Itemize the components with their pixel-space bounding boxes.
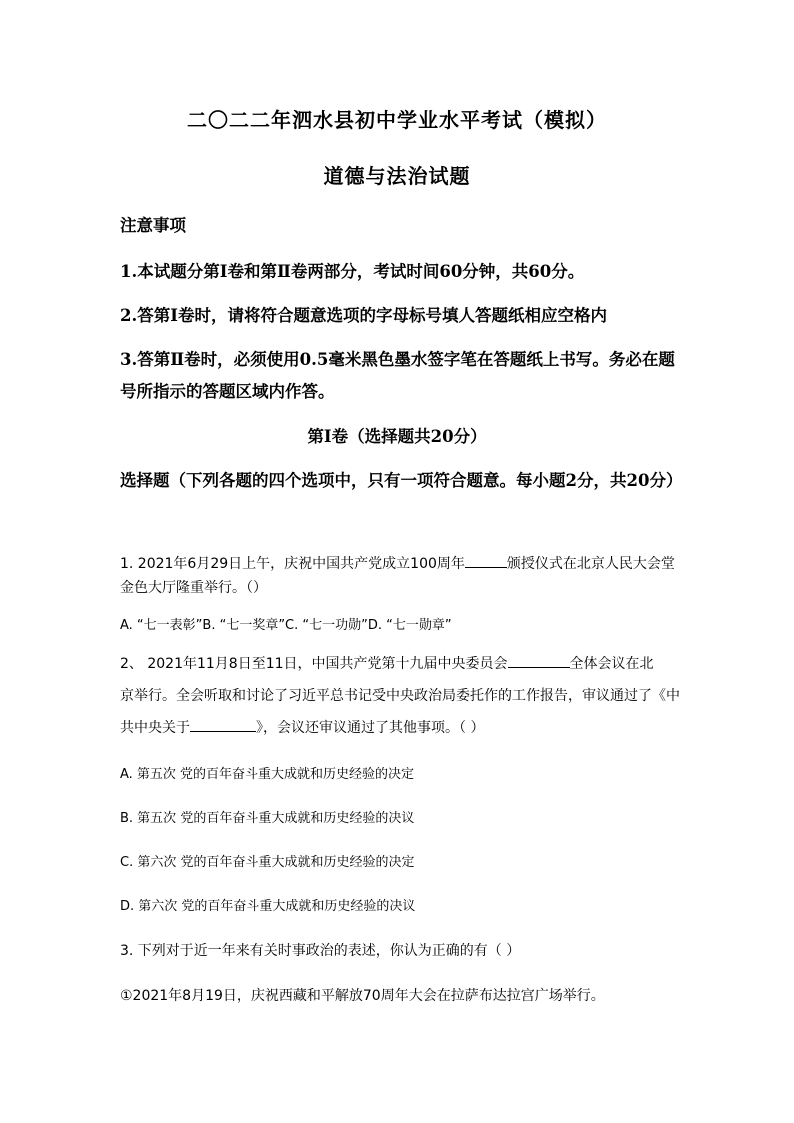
question-3-item-1: ①2021年8月19日，庆祝西藏和平解放70周年大会在拉萨布达拉宫广场举行。 (120, 988, 605, 1004)
exam-title: 二〇二二年泗水县初中学业水平考试（模拟） (187, 108, 607, 132)
question-2-option-b: B. 第五次 党的百年奋斗重大成就和历史经验的决议 (120, 811, 415, 826)
question-2-option-c: C. 第六次 党的百年奋斗重大成就和历史经验的决定 (120, 855, 415, 870)
question-2-line-2: 京举行。全会听取和讨论了习近平总书记受中央政治局委托作的工作报告，审议通过了《中 (120, 688, 680, 704)
question-2-option-d: D. 第六次 党的百年奋斗重大成就和历史经验的决议 (120, 899, 416, 914)
question-2-text-a: 2、 2021年11月8日至11日，中国共产党第十九届中央委员会 (120, 656, 508, 672)
question-2-text-c: 共中央关于 (120, 720, 190, 736)
question-3-stem: 3. 下列对于近一年来有关时事政治的表述，你认为正确的有（ ） (120, 943, 521, 959)
section-title: 第Ⅰ卷（选择题共20分） (307, 427, 487, 446)
question-2-text-d: 》，会议还审议通过了其他事项。（ ） (256, 720, 485, 736)
notes-item-3-line-2: 号所指示的答题区域内作答。 (120, 382, 335, 401)
question-1-options: A. “七一表彰”B. “七一奖章”C. “七一功勋”D. “七一勋章” (120, 618, 452, 633)
notes-item-3-line-1: 3.答第Ⅱ卷时，必须使用0.5毫米黑色墨水签字笔在答题纸上书写。务必在题 (120, 350, 675, 369)
notes-item-2: 2.答第Ⅰ卷时，请将符合题意选项的字母标号填人答题纸相应空格内 (120, 306, 607, 325)
question-2-line-3 (120, 717, 684, 737)
question-2-text-b: 全体会议在北 (569, 656, 654, 672)
question-1-text-a: 1. 2021年6月29日上午，庆祝中国共产党成立100周年 (120, 556, 465, 572)
subject-title: 道德与法治试题 (323, 164, 471, 188)
answer-blank (508, 653, 570, 668)
question-1-line-2: 金色大厅隆重举行。（） (120, 580, 267, 596)
section-instruction: 选择题（下列各题的四个选项中，只有一项符合题意。每小题2分，共20分） (120, 471, 683, 490)
question-1-text-b: 颁授仪式在北京人民大会堂 (506, 556, 675, 572)
question-1-line-1 (120, 553, 684, 573)
question-2-option-a: A. 第五次 党的百年奋斗重大成就和历史经验的决定 (120, 767, 415, 782)
notes-heading: 注意事项 (120, 216, 186, 235)
question-2-line-1 (120, 653, 684, 673)
notes-item-1: 1.本试题分第Ⅰ卷和第Ⅱ卷两部分，考试时间60分钟，共60分。 (120, 262, 585, 281)
answer-blank (190, 717, 256, 732)
answer-blank (465, 553, 507, 568)
